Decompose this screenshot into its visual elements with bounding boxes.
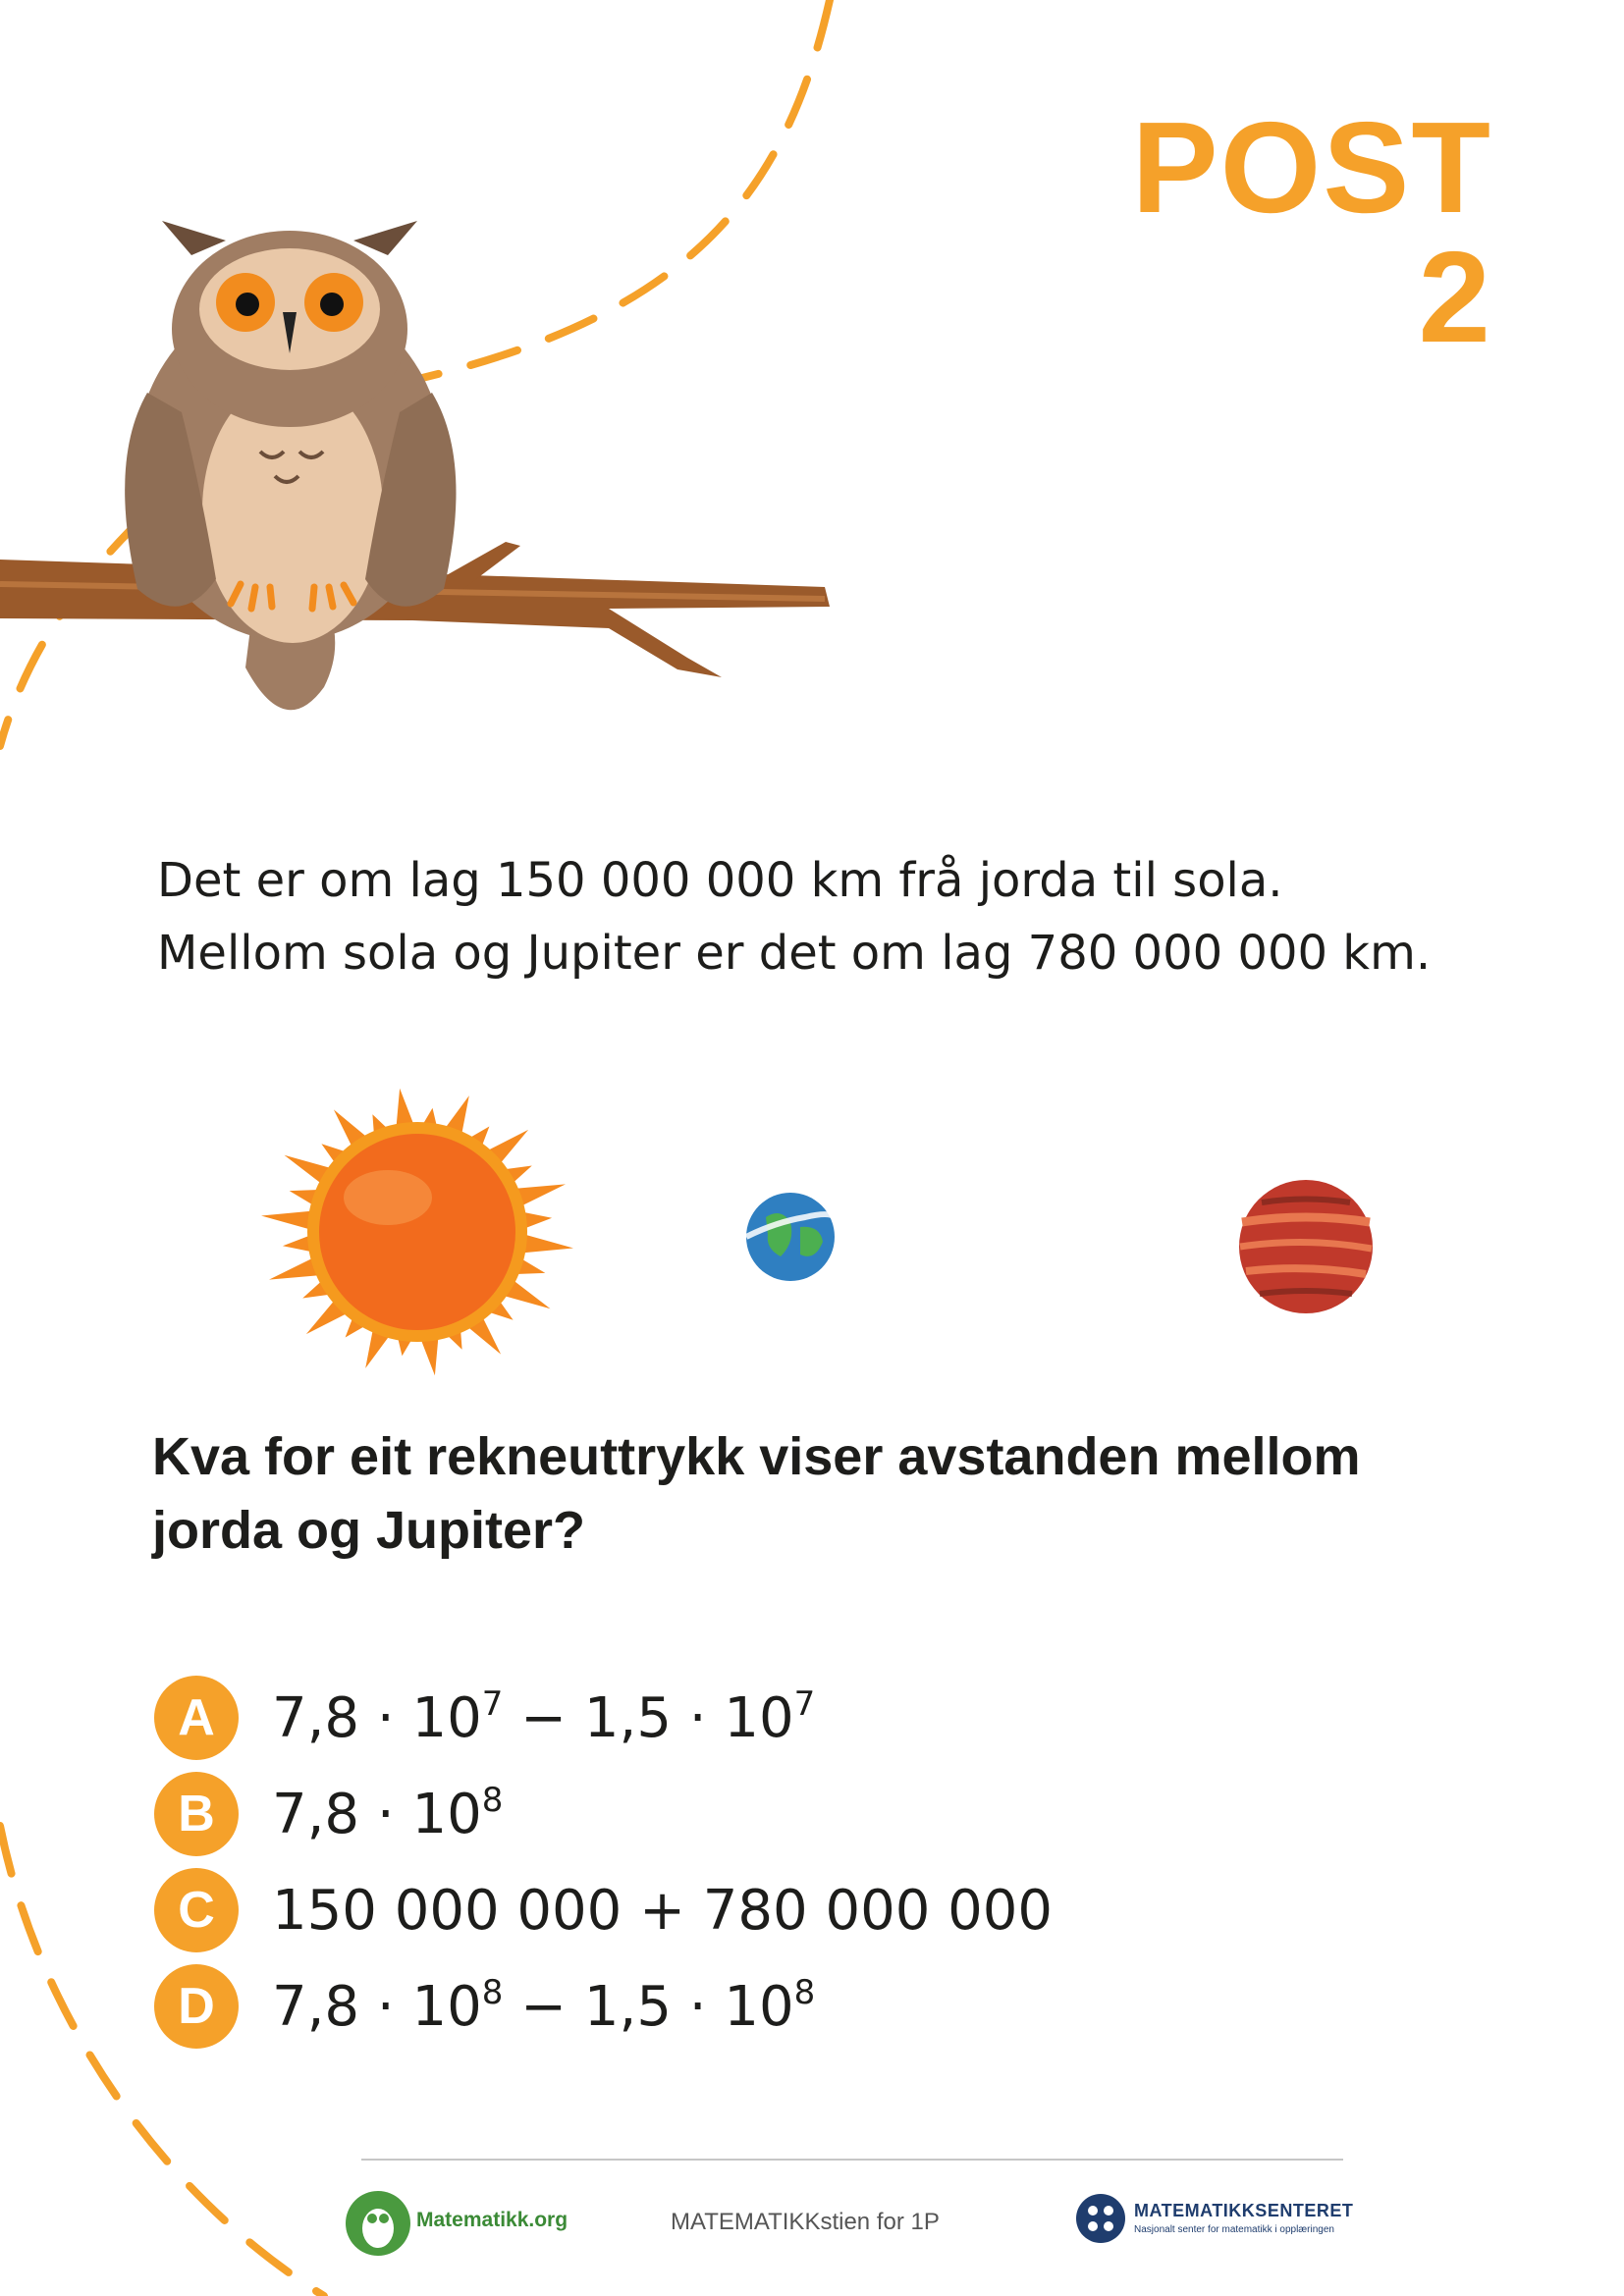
option-d-badge: D: [154, 1964, 239, 2049]
option-d[interactable]: [154, 1964, 1431, 2060]
option-b-badge: B: [154, 1772, 239, 1856]
intro-line-1: Det er om lag 150 000 000 km frå jorda til sola.: [157, 853, 1283, 908]
option-b[interactable]: [154, 1772, 1431, 1868]
intro-line-2: Mellom sola og Jupiter er det om lag 780 000 000 km.: [157, 926, 1432, 981]
jupiter-icon: [1232, 1178, 1380, 1315]
earth-icon: [736, 1188, 844, 1286]
matematikksenteret-subtitle: Nasjonalt senter for matematikk i opplæringen: [1134, 2224, 1334, 2235]
option-d-expression: $7,8 \cdot 10^8 - 1,5 \cdot 10^8$: [272, 1973, 816, 2039]
matematikksenteret-logo: [1075, 2193, 1126, 2244]
post-title: POST 2: [1131, 95, 1492, 369]
owl-illustration: [0, 196, 844, 756]
option-a[interactable]: [154, 1676, 1431, 1772]
question-line-1: Kva for eit rekneuttrykk viser avstanden mellom: [152, 1427, 1361, 1486]
option-b-expression: $7,8 \cdot 10^8$: [272, 1781, 504, 1846]
intro-text: [157, 844, 1532, 989]
option-a-expression: $7,8 \cdot 10^7 - 1,5 \cdot 10^7$: [272, 1684, 816, 1750]
question-text: [152, 1420, 1478, 1568]
option-c-badge: C: [154, 1868, 239, 1952]
footer-divider: [361, 2159, 1343, 2161]
matematikk-logo-text: Matematikk.org: [416, 2209, 568, 2231]
footer-title: MATEMATIKKstien for 1P: [671, 2209, 940, 2235]
answer-options: [154, 1676, 1431, 2060]
footer: [0, 2189, 1624, 2258]
option-c[interactable]: [154, 1868, 1431, 1964]
matematikk-owl-logo: [344, 2189, 412, 2258]
option-c-expression: 150 000 000 + 780 000 000: [272, 1879, 1054, 1943]
sun-icon: [250, 1085, 584, 1379]
matematikksenteret-name: MATEMATIKKSENTERET: [1134, 2201, 1354, 2220]
option-a-badge: A: [154, 1676, 239, 1760]
question-line-2: jorda og Jupiter?: [152, 1501, 586, 1560]
